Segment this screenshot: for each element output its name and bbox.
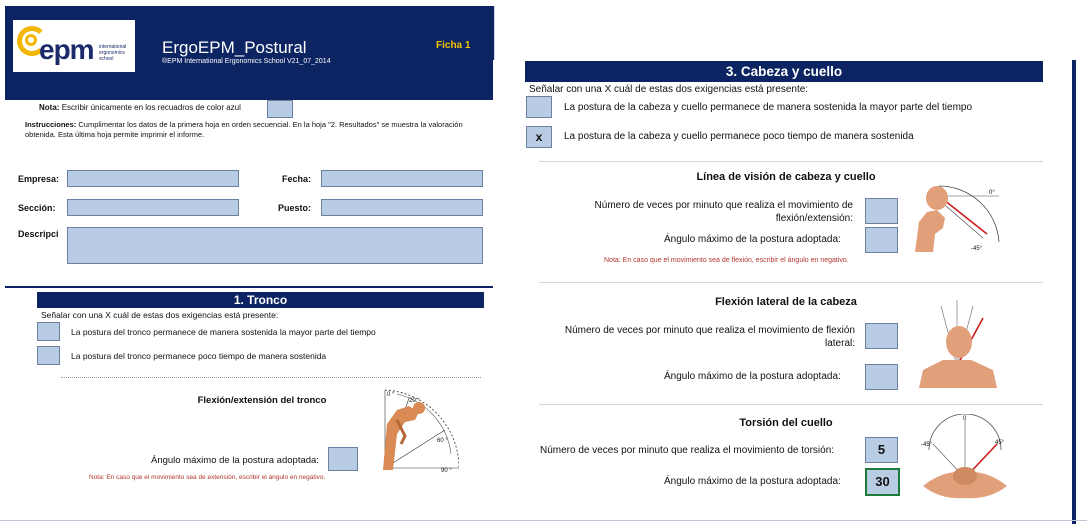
- torsion-angle-label: Ángulo máximo de la postura adoptada:: [664, 476, 841, 487]
- app-title: ErgoEPM_Postural: [162, 38, 307, 57]
- instructions-label: Instrucciones:: [25, 120, 77, 129]
- tronco-angle-label: Ángulo máximo de la postura adoptada:: [151, 455, 319, 466]
- left-sheet: [5, 6, 495, 482]
- neck-torsion-illustration: [919, 414, 1009, 500]
- instructions: [25, 120, 465, 140]
- cabeza-option2-checkbox[interactable]: x: [526, 126, 552, 148]
- trunk-label-60: 60 °: [437, 438, 448, 444]
- tronco-option2-text: La postura del tronco permanece poco tiempo de manera sostenida: [71, 351, 327, 361]
- tronco-note: Nota: En caso que el movimiento sea de extensión, escribir el ángulo en negativo.: [89, 474, 326, 481]
- torsion-freq-input[interactable]: 5: [865, 437, 898, 463]
- cabeza-prompt: Señalar con una X cuál de estas dos exigencias está presente:: [529, 84, 809, 95]
- tronco-divider: [61, 377, 481, 378]
- head-lateral-flexion-illustration: [917, 296, 1003, 388]
- vision-freq-input[interactable]: [865, 198, 898, 224]
- tronco-option2-checkbox[interactable]: [37, 346, 60, 365]
- input-color-swatch: [267, 100, 293, 118]
- lateral-angle-input[interactable]: [865, 364, 898, 390]
- vision-label-0: 0°: [989, 190, 995, 196]
- right-border-rule: [1072, 60, 1076, 524]
- tronco-section-title: 1. Tronco: [37, 292, 484, 308]
- bottom-rule: [0, 520, 1087, 521]
- note-line: [39, 103, 241, 112]
- section-separator: [5, 286, 495, 288]
- puesto-label: Puesto:: [278, 203, 312, 213]
- tronco-subsection-title: Flexión/extensión del tronco: [197, 395, 327, 406]
- epm-logo: [13, 20, 135, 72]
- torsion-title: Torsión del cuello: [739, 417, 833, 429]
- trunk-label-90: 90 °: [441, 468, 452, 474]
- vision-note: Nota: En caso que el movimiento sea de flexión, escribir el ángulo en negativo.: [604, 257, 849, 264]
- descripcion-field[interactable]: [67, 227, 483, 264]
- torsion-freq-label: Número de veces por minuto que realiza el movimiento de torsión:: [540, 445, 835, 456]
- logo-word: epm: [39, 34, 94, 65]
- cabeza-section-title: 3. Cabeza y cuello: [525, 61, 1043, 82]
- sheet-tag: Ficha 1: [436, 40, 471, 51]
- torsion-label-plus45: 45°: [995, 440, 1005, 446]
- lateral-freq-input[interactable]: [865, 323, 898, 349]
- fecha-label: Fecha:: [282, 174, 312, 184]
- note-label: Nota:: [39, 103, 60, 112]
- trunk-flexion-illustration: [375, 384, 459, 474]
- vision-angle-input[interactable]: [865, 227, 898, 253]
- empresa-label: Empresa:: [18, 174, 60, 184]
- descripcion-label: Descripci: [18, 229, 59, 239]
- right-sheet: [493, 60, 1087, 524]
- vision-angle-label: Ángulo máximo de la postura adoptada:: [664, 234, 841, 245]
- tronco-option1-checkbox[interactable]: [37, 322, 60, 341]
- tronco-option1-text: La postura del tronco permanece de manera sostenida la mayor parte del tiempo: [71, 327, 376, 337]
- note-text: Escribir únicamente en los recuadros de color azul: [61, 103, 241, 112]
- trunk-label-0: 0 °: [387, 392, 395, 398]
- lateral-title: Flexión lateral de la cabeza: [715, 296, 857, 308]
- logo-small-text: international ergonomics school: [99, 44, 127, 62]
- seccion-label: Sección:: [18, 203, 56, 213]
- app-subtitle: ®EPM International Ergonomics School V21_07_2014: [162, 58, 331, 65]
- puesto-field[interactable]: [321, 199, 483, 216]
- cabeza-option1-text: La postura de la cabeza y cuello permanece de manera sostenida la mayor parte del tiempo: [564, 102, 973, 113]
- torsion-label-minus45: -45°: [921, 442, 933, 448]
- logo-inner-ring-icon: [25, 34, 37, 46]
- tronco-angle-input[interactable]: [328, 447, 358, 471]
- lateral-angle-label: Ángulo máximo de la postura adoptada:: [664, 371, 841, 382]
- cabeza-divider-3: [539, 404, 1043, 405]
- head-vision-illustration: [911, 182, 1001, 252]
- instructions-text: Cumplimentar los datos de la primera hoja en orden secuencial. En la hoja "2. Resultados" se muestra la valoración obtenida. Esta última hoja permite imprimir el informe.: [25, 120, 463, 139]
- cabeza-option2-text: La postura de la cabeza y cuello permanece poco tiempo de manera sostenida: [564, 131, 914, 142]
- torsion-label-0: 0: [963, 416, 967, 422]
- trunk-label-20: 20 °: [409, 398, 420, 404]
- seccion-field[interactable]: [67, 199, 239, 216]
- lateral-freq-label: Número de veces por minuto que realiza el movimiento de flexión lateral:: [564, 325, 855, 349]
- header-band: [5, 6, 495, 100]
- vision-freq-label: Número de veces por minuto que realiza el movimiento de flexión/extensión:: [594, 200, 853, 224]
- vision-label-45: -45°: [971, 246, 983, 252]
- vision-title: Línea de visión de cabeza y cuello: [696, 171, 876, 183]
- torsion-angle-input[interactable]: 30: [865, 468, 900, 496]
- cabeza-divider-2: [539, 282, 1043, 283]
- tronco-prompt: Señalar con una X cuál de estas dos exigencias está presente:: [41, 310, 279, 320]
- fecha-field[interactable]: [321, 170, 483, 187]
- empresa-field[interactable]: [67, 170, 239, 187]
- cabeza-divider-1: [539, 161, 1043, 162]
- cabeza-option1-checkbox[interactable]: [526, 96, 552, 118]
